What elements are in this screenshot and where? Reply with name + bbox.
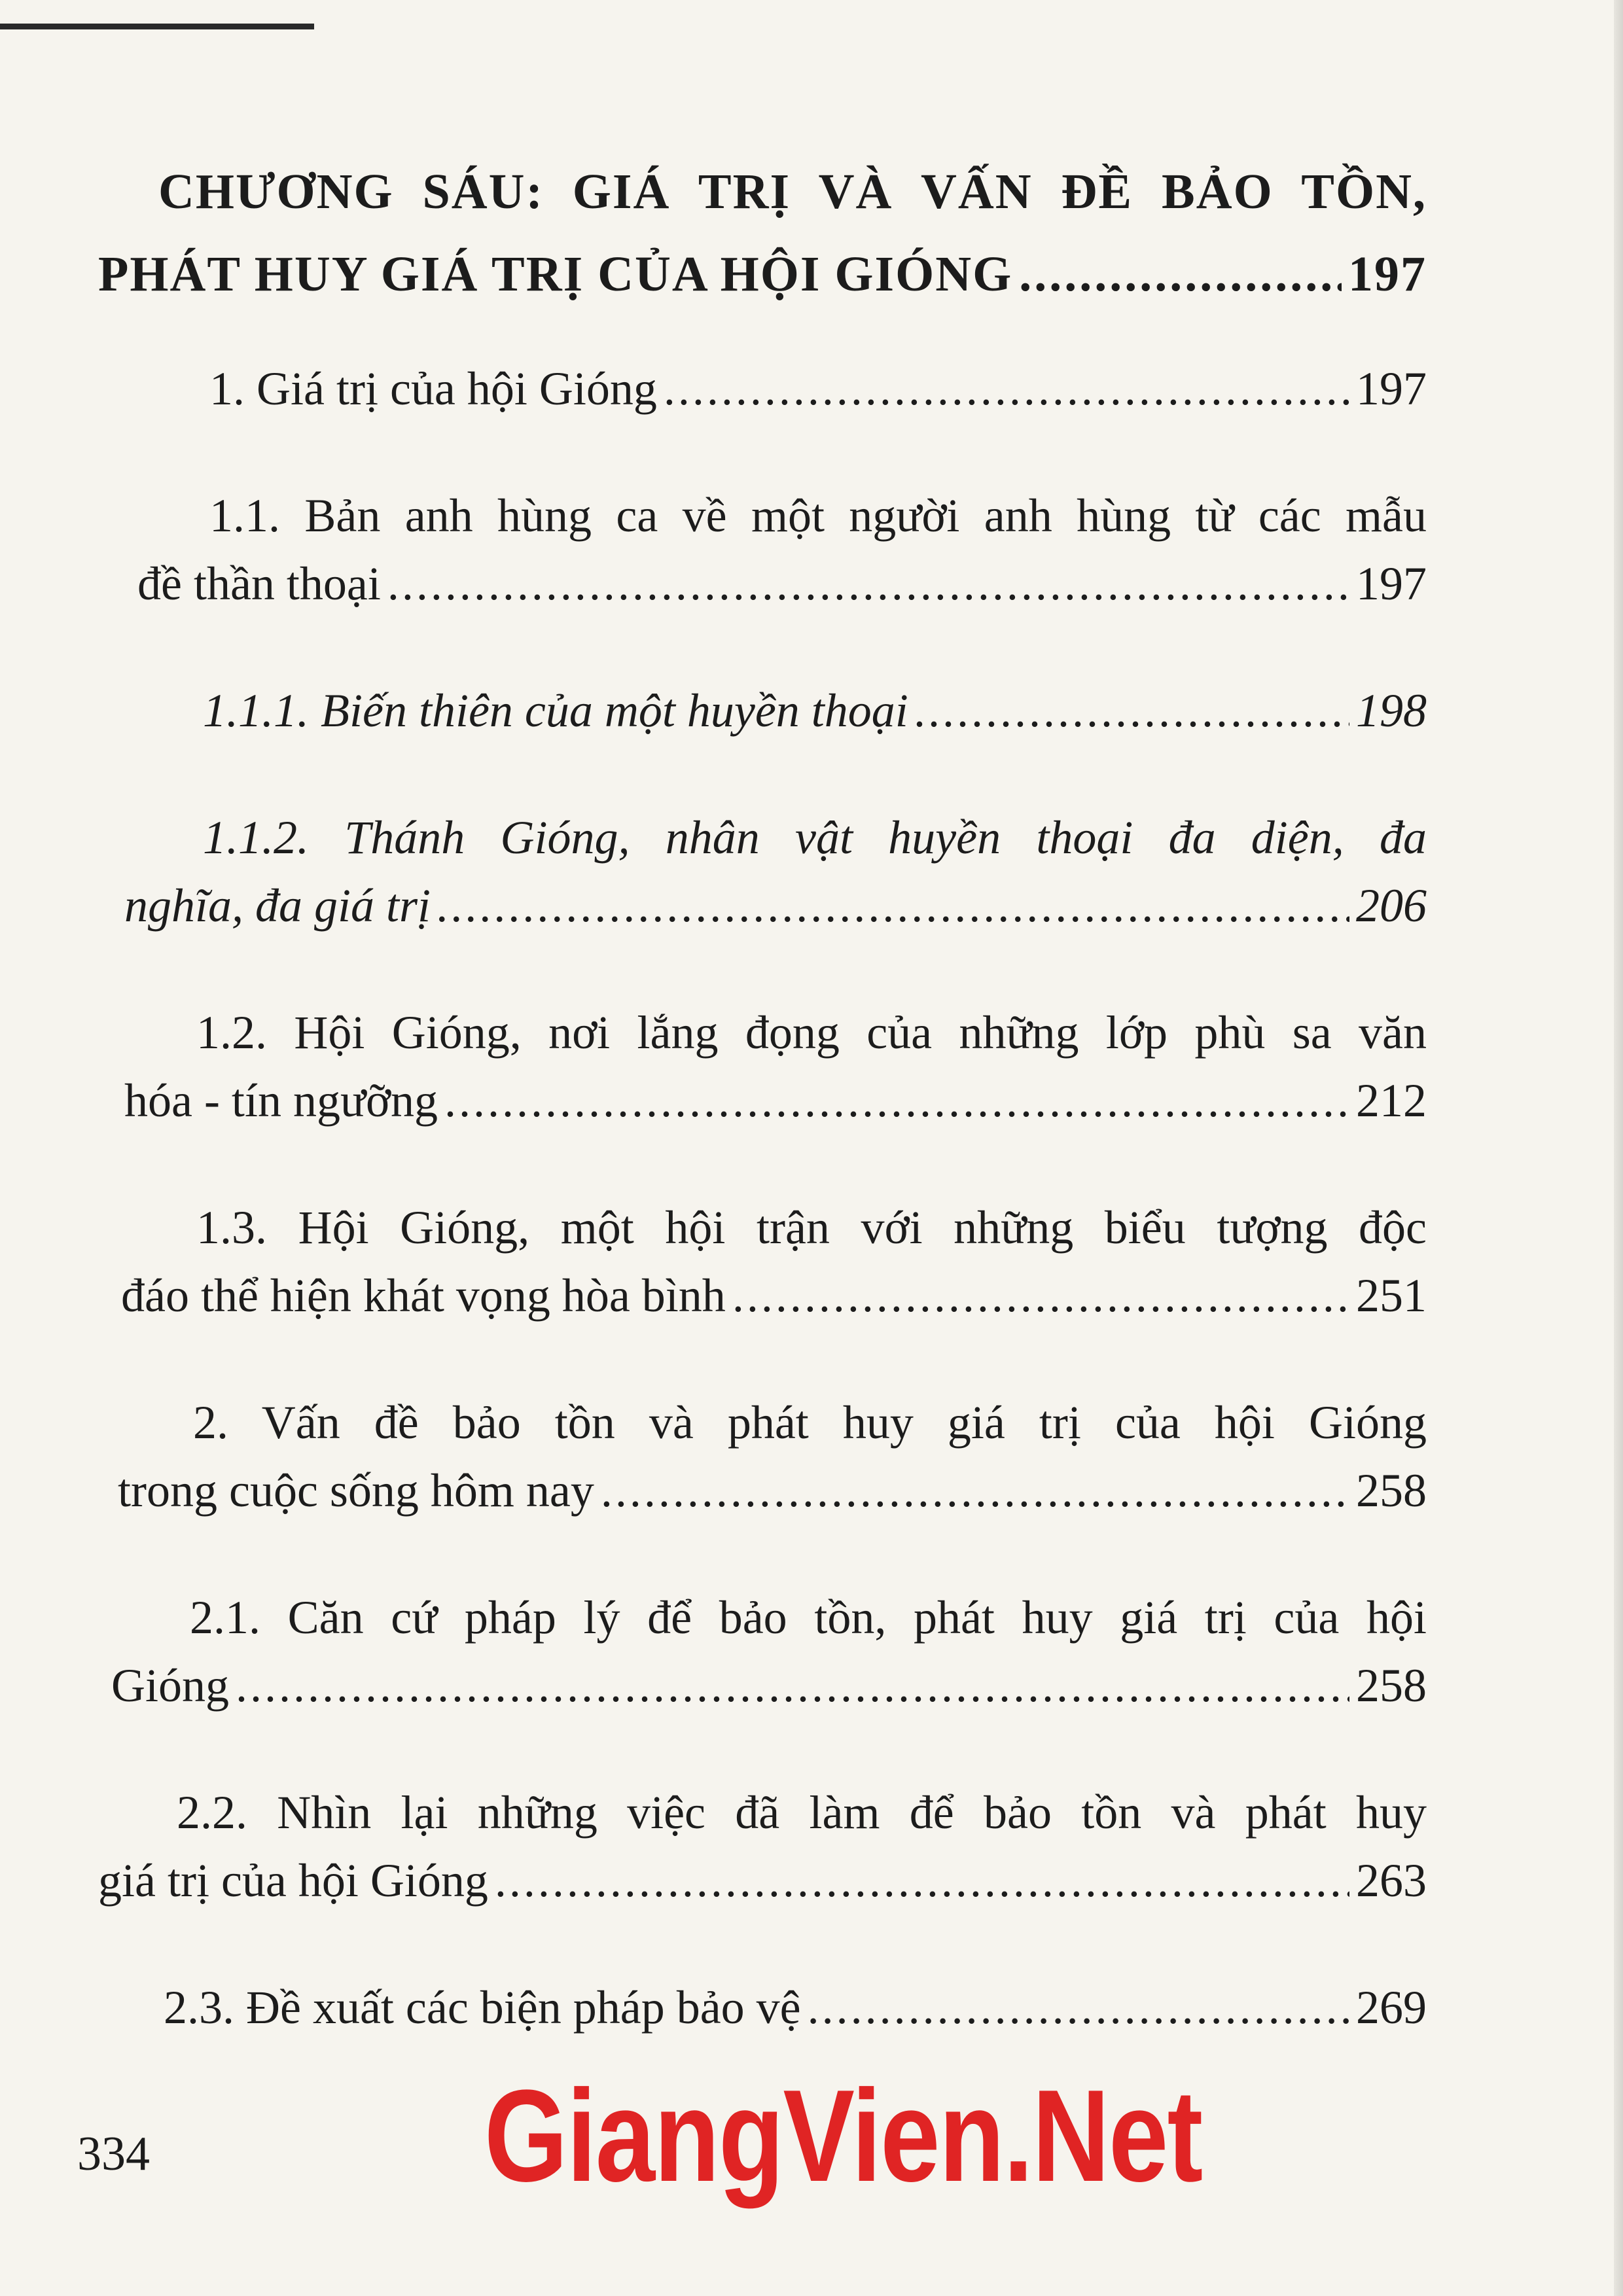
- dot-leader: [387, 550, 1349, 618]
- entry-title-line-2: hóa - tín ngưỡng: [124, 1074, 438, 1127]
- entry-title-line-2: Gióng: [111, 1659, 229, 1712]
- dot-leader: [808, 1973, 1349, 2041]
- chapter-title-line-1: CHƯƠNG SÁU: GIÁ TRỊ VÀ VẤN ĐỀ BẢO TỒN,: [158, 164, 1427, 219]
- page-edge: [1614, 0, 1623, 2296]
- dot-leader: [444, 1067, 1349, 1135]
- dot-leader: [236, 1651, 1349, 1720]
- entry-title-line-1: 2.1. Căn cứ pháp lý để bảo tồn, phát huy giá trị của hội: [190, 1591, 1427, 1644]
- toc-entry: [98, 804, 1427, 940]
- toc-entry: [98, 1583, 1427, 1720]
- entry-title-line-2: đáo thể hiện khát vọng hòa bình: [121, 1269, 726, 1322]
- watermark-logo: GiangVien.Net: [484, 2063, 1202, 2209]
- entry-title-line-2: giá trị của hội Gióng: [98, 1854, 488, 1907]
- dot-leader: [437, 872, 1349, 940]
- entry-page: 258: [1356, 1464, 1427, 1517]
- entry-title-line-1: 1.2. Hội Gióng, nơi lắng đọng của những lớp phù sa văn: [196, 1006, 1427, 1059]
- toc-entry: [98, 1973, 1427, 2041]
- entry-title-line-1: 1.1. Bản anh hùng ca về một người anh hùng từ các mẫu: [209, 489, 1427, 542]
- dot-leader: [664, 355, 1349, 423]
- entry-page: 197: [1356, 362, 1427, 415]
- toc-entry: [98, 1388, 1427, 1525]
- chapter-title-text: PHÁT HUY GIÁ TRỊ CỦA HỘI GIÓNG: [98, 247, 1013, 302]
- entry-page: 269: [1356, 1981, 1427, 2034]
- dot-leader: [915, 677, 1349, 745]
- toc-entry: [98, 677, 1427, 745]
- dot-leader: [1019, 233, 1342, 315]
- entry-title: 2.3. Đề xuất các biện pháp bảo vệ: [164, 1981, 801, 2034]
- entry-title-line-2: nghĩa, đa giá trị: [124, 879, 431, 932]
- toc-entry: [98, 1778, 1427, 1915]
- entry-page: 251: [1356, 1269, 1427, 1322]
- toc-entry: [98, 355, 1427, 423]
- entry-title-line-1: 2. Vấn đề bảo tồn và phát huy giá trị của hội Gióng: [193, 1396, 1427, 1449]
- top-rule: [0, 24, 314, 29]
- page-number: 334: [77, 2127, 150, 2181]
- entry-title-line-1: 2.2. Nhìn lại những việc đã làm để bảo tồn và phát huy: [177, 1786, 1427, 1839]
- entry-title-line-1: 1.3. Hội Gióng, một hội trận với những biểu tượng độc: [196, 1201, 1427, 1254]
- entry-page: 198: [1356, 684, 1427, 737]
- table-of-contents: [98, 150, 1427, 2100]
- entry-title: 1.1.1. Biến thiên của một huyền thoại: [203, 684, 908, 737]
- chapter-heading: [98, 150, 1427, 315]
- dot-leader: [495, 1846, 1349, 1915]
- entry-page: 197: [1356, 557, 1427, 610]
- toc-entry: [98, 1193, 1427, 1330]
- entry-title-line-2: đề thần thoại: [137, 557, 381, 610]
- dot-leader: [601, 1457, 1349, 1525]
- entry-page: 206: [1356, 879, 1427, 932]
- chapter-page: 197: [1348, 247, 1427, 302]
- entry-title-line-1: 1.1.2. Thánh Gióng, nhân vật huyền thoại đa diện, đa: [203, 811, 1427, 864]
- entry-page: 258: [1356, 1659, 1427, 1712]
- entry-title-line-2: trong cuộc sống hôm nay: [118, 1464, 594, 1517]
- toc-entry: [98, 482, 1427, 618]
- entry-title: 1. Giá trị của hội Gióng: [209, 362, 657, 415]
- toc-entry: [98, 998, 1427, 1135]
- dot-leader: [732, 1262, 1349, 1330]
- entry-page: 263: [1356, 1854, 1427, 1907]
- chapter-title-line-2: [98, 233, 1427, 315]
- entry-page: 212: [1356, 1074, 1427, 1127]
